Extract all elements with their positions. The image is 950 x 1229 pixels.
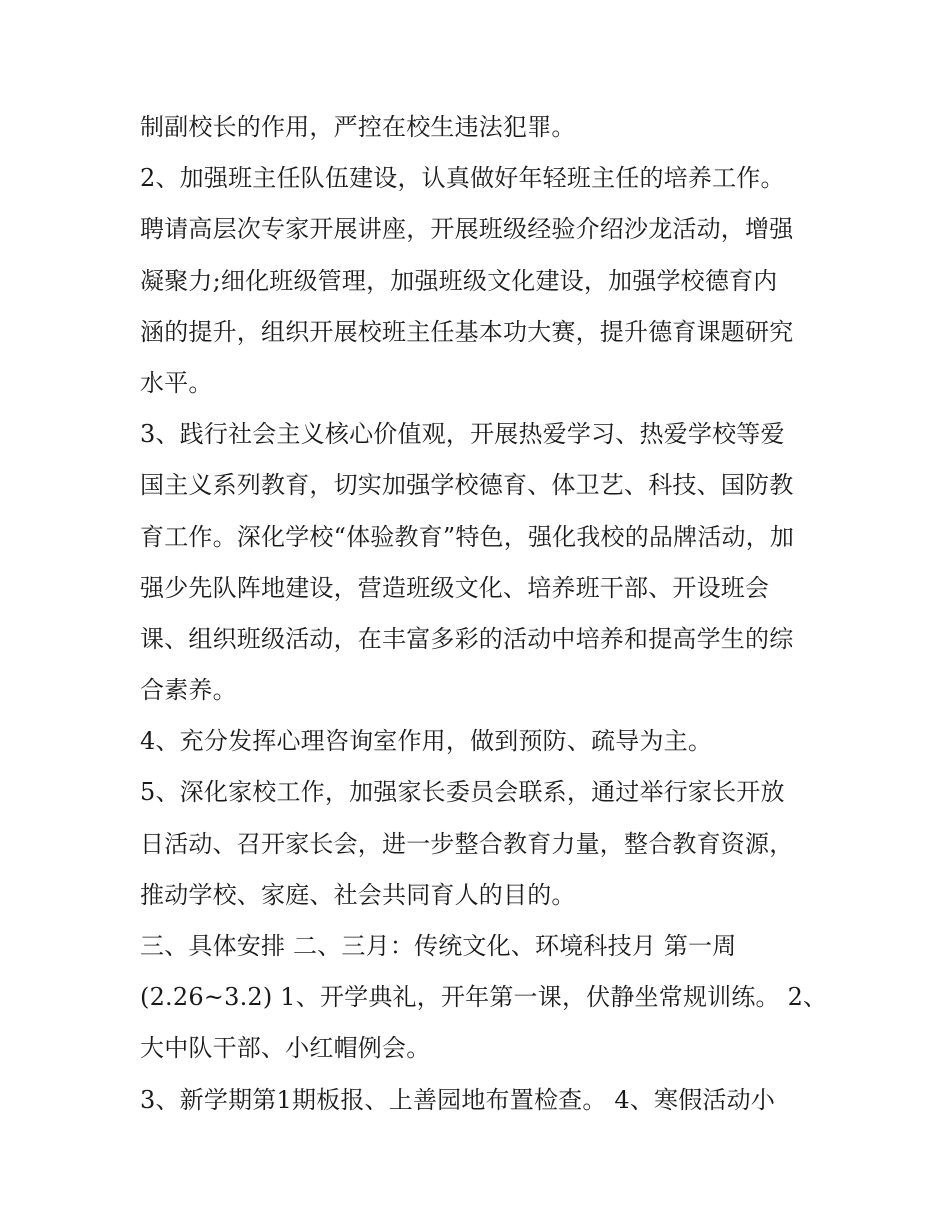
text-line: 强少先队阵地建设，营造班级文化、培养班干部、开设班会 (140, 573, 770, 602)
document-body (140, 102, 828, 1126)
text-line: 育工作。深化学校“体验教育”特色，强化我校的品牌活动，加 (140, 522, 795, 551)
text-line: 制副校长的作用，严控在校生违法犯罪。 (140, 113, 576, 141)
text-line: 5、深化家校工作，加强家长委员会联系，通过举行家长开放 (140, 778, 785, 807)
text-line: 合素养。 (140, 676, 237, 705)
text-line: 推动学校、家庭、社会共同育人的目的。 (140, 880, 576, 909)
text-line: 4、充分发挥心理咨询室作用，做到预防、疏导为主。 (140, 727, 713, 756)
text-line: 3、新学期第1期板报、上善园地布置检查。 4、寒假活动小 (140, 1085, 776, 1114)
text-line: (2.26~3.2) 1、开学典礼，开年第一课，伏静坐常规训练。 2、 (140, 983, 828, 1012)
text-line: 日活动、召开家长会，进一步整合教育力量，整合教育资源， (140, 829, 794, 858)
text-line: 水平。 (140, 368, 213, 397)
text-line: 涵的提升，组织开展校班主任基本功大赛，提升德育课题研究 (140, 317, 794, 346)
text-line: 凝聚力;细化班级管理，加强班级文化建设，加强学校德育内 (140, 266, 778, 295)
text-line: 大中队干部、小红帽例会。 (140, 1034, 431, 1063)
text-line: 3、践行社会主义核心价值观，开展热爱学习、热爱学校等爱 (140, 420, 785, 449)
text-line: 2、加强班主任队伍建设，认真做好年轻班主任的培养工作。 (140, 164, 785, 193)
text-line: 课、组织班级活动，在丰富多彩的活动中培养和提高学生的综 (140, 624, 794, 653)
text-line: 聘请高层次专家开展讲座，开展班级经验介绍沙龙活动，增强 (140, 215, 794, 244)
text-line: 国主义系列教育，切实加强学校德育、体卫艺、科技、国防教 (140, 471, 794, 500)
text-line: 三、具体安排 二、三月：传统文化、环境科技月 第一周 (140, 932, 737, 960)
